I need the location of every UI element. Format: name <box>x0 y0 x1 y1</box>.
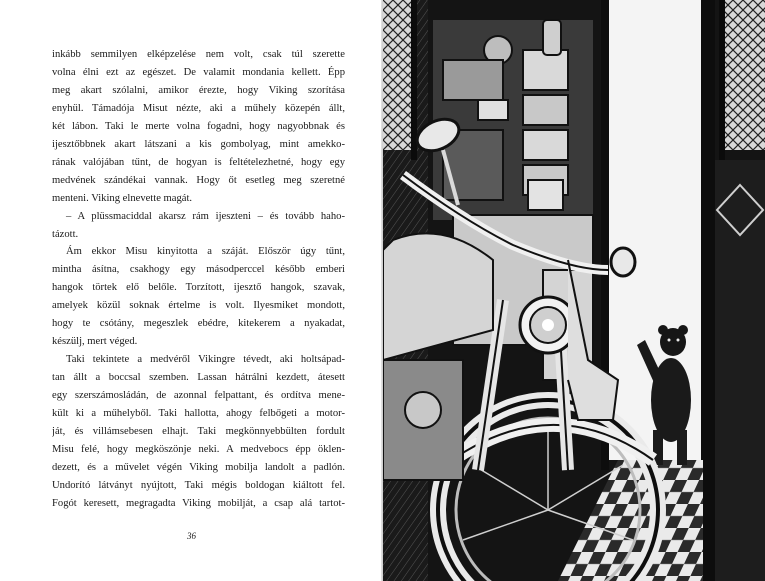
text-line: mintha ásítna, csakhogy egy másodperccel később emberi <box>52 264 345 276</box>
text-line: két lábon. Taki le merte volna fogadni, hogy nagyobbnak és <box>52 120 345 132</box>
text-line: dezett, és a művelet végén Viking mobilja landolt a padlón. <box>52 461 345 473</box>
text-line: ijesztőbbnek akart látszani a kis gombolyag, mint amekko- <box>52 138 345 150</box>
door-frame <box>701 0 715 581</box>
text-line: menteni. Viking elnevette magát. <box>52 192 193 204</box>
text-line: volna élni ezt az egészet. De valamit mondania kellett. Épp <box>52 66 345 78</box>
text-line: meg akart szólalni, amikor érezte, hogy Viking szorítása <box>52 84 345 96</box>
text-line: Taki tekintete a medvéről Vikingre tévedt, aki holtsápad- <box>66 354 345 366</box>
text-line: tan állt a boccsal szemben. Lassan hátrálni kezdett, átesett <box>52 372 345 384</box>
text-line: tázott. <box>52 228 79 240</box>
text-line: Misu felé, hogy megköszönje neki. A medvebocs épp öklen- <box>52 443 345 455</box>
text-line: medvének szándékai vannak. Hogy őt esetleg meg szeretné <box>52 174 345 186</box>
window-right <box>723 0 765 150</box>
text-line: Undorító látványt nyújtott, Taki mégis boldogan kiáltott fel. <box>52 479 345 491</box>
text-line: hogy te csótány, megeszlek ebédre, kitekerem a nyakadat, <box>52 318 345 330</box>
window-left <box>383 0 413 150</box>
right-mirror <box>611 248 635 276</box>
text-line: inkább semmilyen elképzelése nem volt, csak túl szerette <box>52 49 345 60</box>
body-text <box>52 46 345 513</box>
page-number: 36 <box>187 531 196 541</box>
text-line: egy szerszámosládán, de azonnal felpattant, és ordítva mene- <box>52 390 345 402</box>
text-line: kült ki a műhelyből. Taki hallotta, ahogy felbőgeti a motor- <box>52 408 345 420</box>
text-line: amelyek közül soknak értelme is volt. Ilyesmiket mondott, <box>52 300 345 312</box>
motorcycle-bear-illustration <box>383 0 765 581</box>
illustration-page <box>383 0 765 581</box>
text-line: Fogót keresett, megragadta Viking mobilját, a csap alá tartot- <box>52 497 345 509</box>
text-line: enyhül. Támadója Misut nézte, aki a műhely közepén állt, <box>52 102 345 114</box>
text-line: hangok törtek elő belőle. Torzított, ijesztő hangok, szavak, <box>52 282 345 294</box>
text-line: ját, és villámsebesen elhajt. Taki megkönnyebbülten fordult <box>52 426 345 438</box>
text-line: – A plüssmaciddal akarsz rám ijeszteni – és tovább haho- <box>66 210 345 222</box>
text-line: készülj, mert véged. <box>52 336 138 348</box>
text-line: Ám ekkor Misu kinyitotta a száját. Először úgy tűnt, <box>66 246 345 258</box>
text-line: rának valójában tűnt, de hogyan is feltételezhetné, hogy egy <box>52 156 345 168</box>
